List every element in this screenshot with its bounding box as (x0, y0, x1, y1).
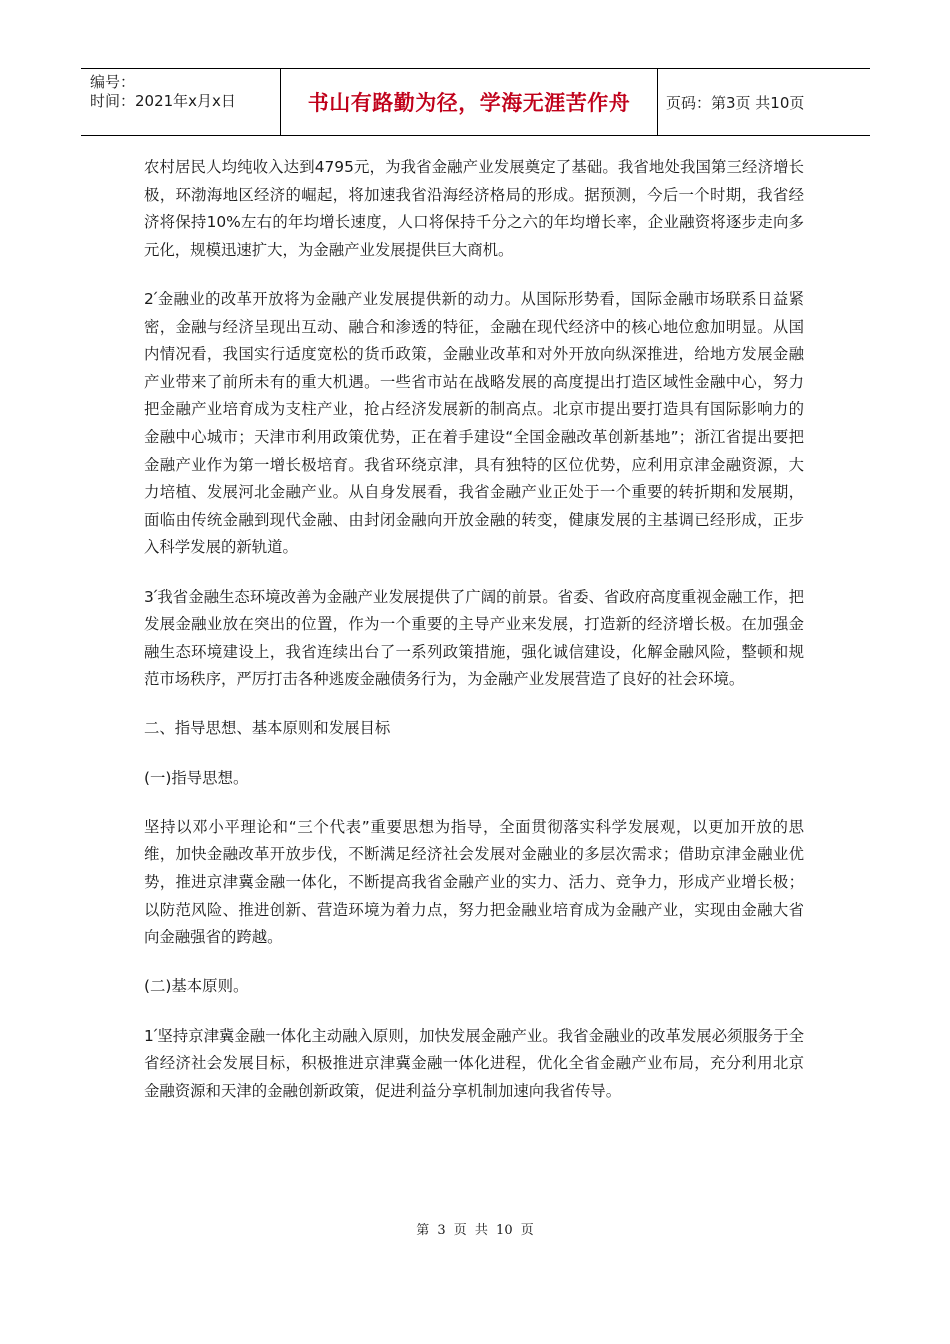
body-paragraph: 3՛我省金融生态环境改善为金融产业发展提供了广阔的前景。省委、省政府高度重视金融工作，把发展金融业放在突出的位置，作为一个重要的主导产业来发展，打造新的经济增长极。在加强金融生态环境建设上，我省连续出台了一系列政策措施，强化诚信建设，化解金融风险，整顿和规范市场秩序，严厉打击各种逃废金融债务行为，为金融产业发展营造了良好的社会环境。 (144, 587, 804, 689)
header-page-code: 页码：第3页 共10页 (666, 93, 805, 112)
body-paragraph: 坚持以邓小平理论和“三个代表”重要思想为指导，全面贯彻落实科学发展观，以更加开放的思维，加快金融改革开放步伐，不断满足经济社会发展对金融业的多层次需求；借助京津金融业优势，推进京津冀金融一体化，不断提高我省金融产业的实力、活力、竞争力，形成产业增长极；以防范风险、推进创新、营造环境为着力点，努力把金融业培育成为金融产业，实现由金融大省向金融强省的跨越。 (144, 817, 804, 947)
document-body (144, 154, 804, 1127)
header-motto-cell (280, 69, 658, 135)
subsection-heading: (一)指导思想。 (144, 768, 249, 787)
document-number-label: 编号： (90, 73, 136, 91)
header-page-code-cell (658, 69, 870, 135)
page-footer: 第 3 页 共 10 页 (416, 1223, 534, 1238)
body-paragraph: 农村居民人均纯收入达到4795元，为我省金融产业发展奠定了基础。我省地处我国第三经济增长极，环渤海地区经济的崛起，将加速我省沿海经济格局的形成。据预测，今后一个时期，我省经济将保持10%左右的年均增长速度，人口将保持千分之六的年均增长率，企业融资将逐步走向多元化，规模迅速扩大，为金融产业发展提供巨大商机。 (144, 158, 804, 259)
header-motto: 书山有路勤为径，学海无涯苦作舟 (307, 91, 631, 115)
body-paragraph: 1՛坚持京津冀金融一体化主动融入原则，加快发展金融产业。我省金融业的改革发展必须服务于全省经济社会发展目标，积极推进京津冀金融一体化进程，优化全省金融产业布局，充分利用北京金融资源和天津的金融创新政策，促进利益分享机制加速向我省传导。 (144, 1026, 804, 1100)
section-heading: 二、指导思想、基本原则和发展目标 (144, 719, 391, 738)
subsection-heading: (二)基本原则。 (144, 977, 249, 996)
header-meta (81, 69, 280, 135)
document-time-label: 时间：2021年x月x日 (90, 92, 236, 110)
document-header (81, 68, 870, 136)
body-paragraph: 2՛金融业的改革开放将为金融产业发展提供新的动力。从国际形势看，国际金融市场联系日益紧密，金融与经济呈现出互动、融合和渗透的特征，金融在现代经济中的核心地位愈加明显。从国内情况看，我国实行适度宽松的货币政策，金融业改革和对外开放向纵深推进，给地方发展金融产业带来了前所未有的重大机遇。一些省市站在战略发展的高度提出打造区域性金融中心，努力把金融产业培育成为支柱产业，抢占经济发展新的制高点。北京市提出要打造具有国际影响力的金融中心城市；天津市利用政策优势，正在着手建设“全国金融改革创新基地”；浙江省提出要把金融产业作为第一增长极培育。我省环绕京津，具有独特的区位优势，应利用京津金融资源，大力培植、发展河北金融产业。从自身发展看，我省金融产业正处于一个重要的转折期和发展期，面临由传统金融到现代金融、由封闭金融向开放金融的转变，健康发展的主基调已经形成，正步入科学发展的新轨道。 (144, 289, 804, 557)
